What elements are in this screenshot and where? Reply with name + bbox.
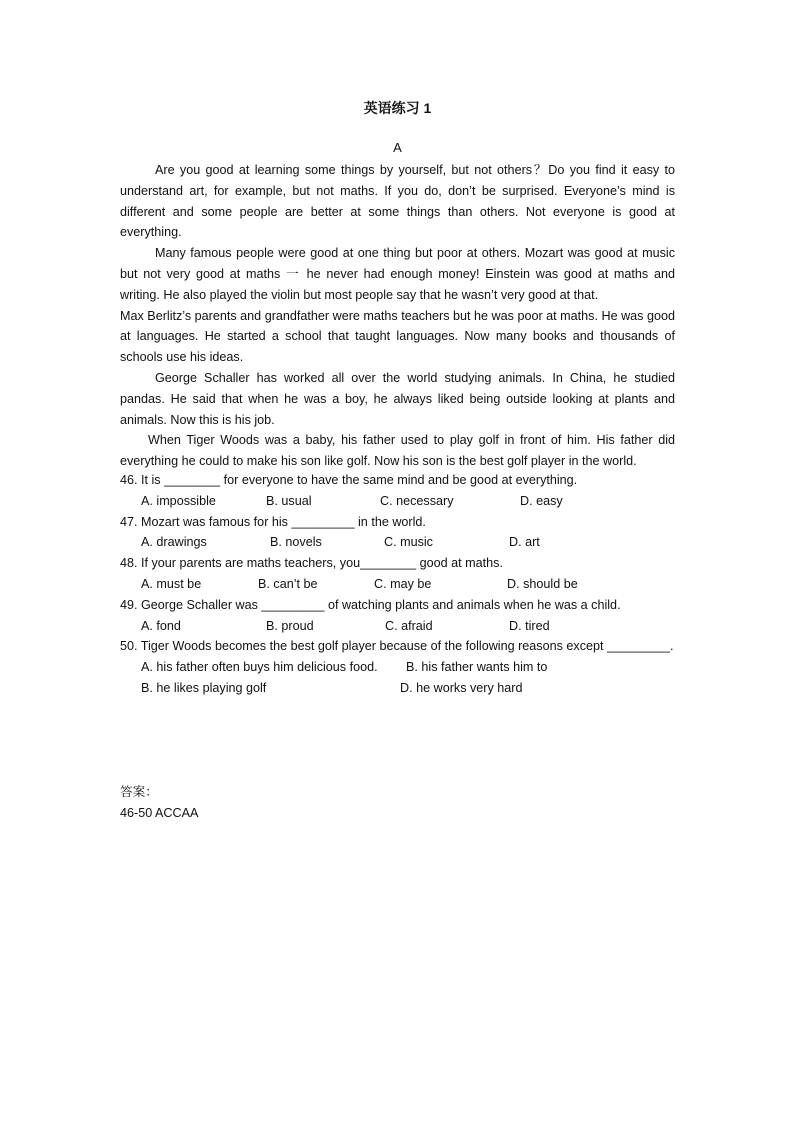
option-d: D. he works very hard [400,680,523,695]
reading-passage [120,160,675,472]
question-50: 50. Tiger Woods becomes the best golf player because of the following reasons except _________. [120,639,674,654]
option-d: D. should be [507,576,578,591]
option-d: D. easy [520,493,563,508]
option-c: C. may be [374,576,432,591]
question-50-options-row-1 [120,657,675,678]
question-47-options [120,532,675,553]
option-b: B. his father wants him to [406,660,548,675]
option-b: B. can’t be [258,576,318,591]
question-list [120,470,675,699]
answer-label: 答案： [120,785,158,799]
question-46: 46. It is ________ for everyone to have the same mind and be good at everything. [120,473,578,487]
option-c: C. necessary [380,493,454,508]
passage-paragraph-5: When Tiger Woods was a baby, his father used to play golf in front of him. His father did everything he could to make his son like golf. Now his son is the best golf player in the world. [120,433,675,469]
question-48: 48. If your parents are maths teachers, you________ good at maths. [120,556,503,571]
question-48-options [120,574,675,595]
option-a: A. must be [141,576,202,591]
answer-value: 46-50 ACCAA [120,805,199,820]
question-49-options [120,616,675,637]
option-c: B. he likes playing golf [141,680,267,695]
option-c: C. music [384,535,433,550]
question-49: 49. George Schaller was _________ of watching plants and animals when he was a child. [120,597,621,612]
passage-paragraph-2: Many famous people were good at one thing but poor at others. Mozart was good at music but not very good at maths 一 he never had enough money! Einstein was good at maths and writing. He also played the violin but most people say that he wasn’t very good at that. [120,246,675,302]
option-d: D. tired [509,618,550,633]
passage-paragraph-1: Are you good at learning some things by yourself, but not others？Do you find it easy to understand art, for example, but not maths. If you do, don’t be surprised. Everyone’s mind is different and some people are better at some things than others. Not everyone is good at everything. [120,163,675,240]
option-b: B. novels [270,535,322,550]
question-46-options [120,491,675,512]
option-b: B. usual [266,493,312,508]
passage-paragraph-4: George Schaller has worked all over the world studying animals. In China, he studied pandas. He said that when he was a boy, he always liked being outside looking at plants and animals. Now this is his job. [120,370,675,427]
question-50-options-row-2 [120,678,675,699]
option-d: D. art [509,535,540,550]
option-c: C. afraid [385,618,433,633]
option-a: A. fond [141,618,181,633]
option-a: A. his father often buys him delicious food. [141,660,378,675]
option-a: A. impossible [141,493,216,508]
option-a: A. drawings [141,535,207,550]
section-label: A [393,140,402,155]
option-b: B. proud [266,618,314,633]
page-title: 英语练习 1 [363,100,432,116]
answer-key [120,782,198,824]
passage-paragraph-3: Max Berlitz’s parents and grandfather were maths teachers but he was poor at maths. He was good at languages. He started a school that taught languages. Now many books and thousands of schools use his ideas. [120,308,675,365]
question-47: 47. Mozart was famous for his _________ in the world. [120,514,426,529]
